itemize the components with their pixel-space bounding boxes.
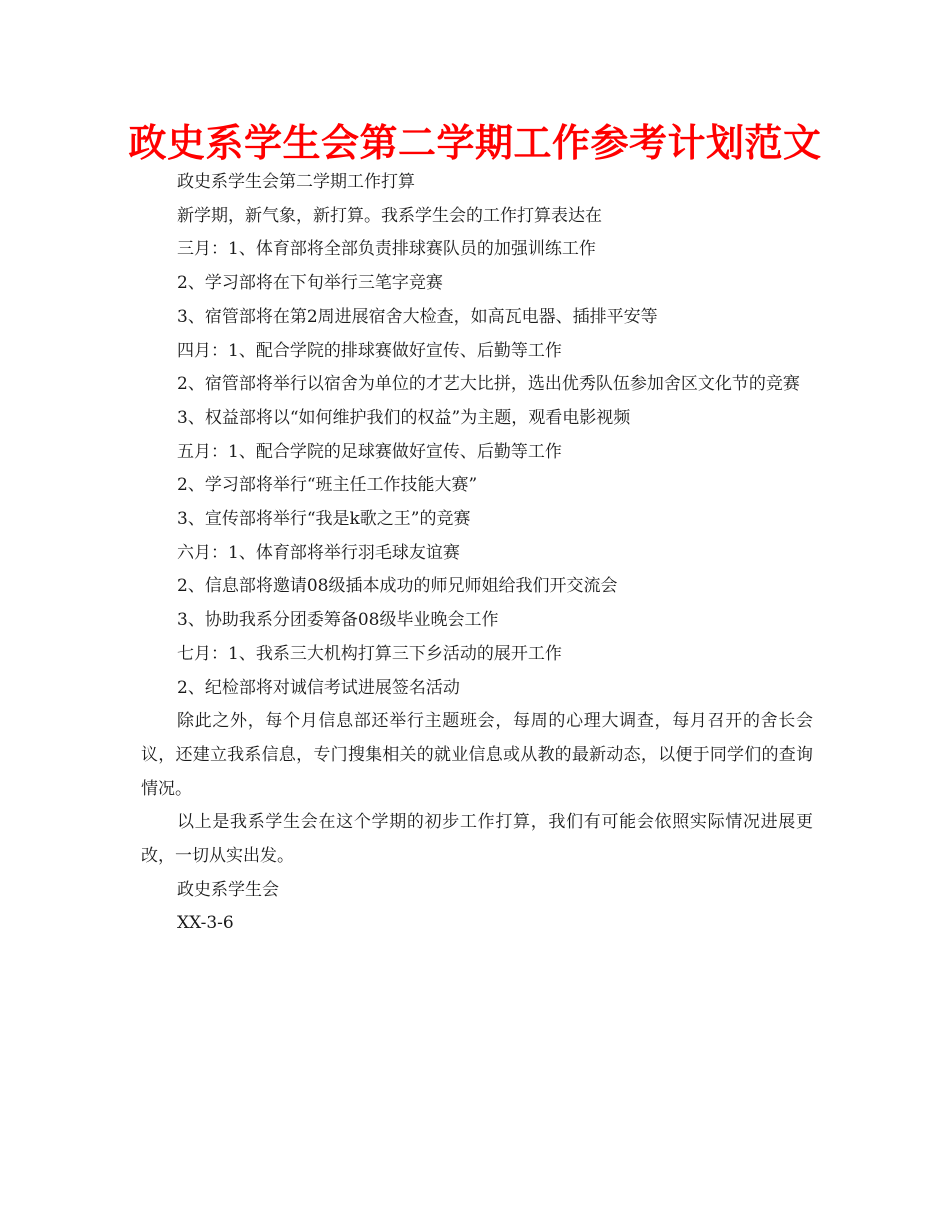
paragraph-conclusion: 以上是我系学生会在这个学期的初步工作打算，我们有可能会依照实际情况进展更改，一切从实出发。 bbox=[141, 812, 813, 867]
paragraph-monthly-activities: 除此之外，每个月信息部还举行主题班会，每周的心理大调查，每月召开的舍长会议，还建立我系信息，专门搜集相关的就业信息或从教的最新动态，以便于同学们的查询情况。 bbox=[141, 711, 813, 799]
document-body bbox=[141, 166, 813, 941]
paragraph-march-1: 三月：1、体育部将全部负责排球赛队员的加强训练工作 bbox=[177, 239, 596, 260]
paragraph-june-1: 六月：1、体育部将举行羽毛球友谊赛 bbox=[177, 542, 460, 563]
paragraph-july-2: 2、纪检部将对诚信考试进展签名活动 bbox=[177, 677, 460, 698]
paragraph-april-2: 2、宿管部将举行以宿舍为单位的才艺大比拼，选出优秀队伍参加舍区文化节的竞赛 bbox=[177, 374, 800, 395]
paragraph-may-3: 3、宣传部将举行“我是k歌之王”的竞赛 bbox=[177, 509, 471, 530]
paragraph-signature: 政史系学生会 bbox=[177, 879, 279, 900]
paragraph-heading: 政史系学生会第二学期工作打算 bbox=[177, 172, 415, 192]
paragraph-may-2: 2、学习部将举行“班主任工作技能大赛” bbox=[177, 475, 478, 496]
paragraph-intro: 新学期，新气象，新打算。我系学生会的工作打算表达在 bbox=[177, 205, 602, 226]
paragraph-june-3: 3、协助我系分团委筹备08级毕业晚会工作 bbox=[177, 610, 499, 631]
paragraph-march-3: 3、宿管部将在第2周进展宿舍大检查，如高瓦电器、插排平安等 bbox=[177, 306, 658, 327]
paragraph-june-2: 2、信息部将邀请08级插本成功的师兄师姐给我们开交流会 bbox=[177, 576, 618, 597]
paragraph-march-2: 2、学习部将在下旬举行三笔字竞赛 bbox=[177, 273, 443, 294]
paragraph-july-1: 七月：1、我系三大机构打算三下乡活动的展开工作 bbox=[177, 643, 562, 664]
paragraph-may-1: 五月：1、配合学院的足球赛做好宣传、后勤等工作 bbox=[177, 441, 562, 462]
document-title: 政史系学生会第二学期工作参考计划范文 bbox=[128, 120, 822, 165]
paragraph-date: XX-3-6 bbox=[177, 913, 234, 934]
paragraph-april-3: 3、权益部将以“如何维护我们的权益”为主题，观看电影视频 bbox=[177, 407, 631, 428]
paragraph-april-1: 四月：1、配合学院的排球赛做好宣传、后勤等工作 bbox=[177, 340, 562, 361]
